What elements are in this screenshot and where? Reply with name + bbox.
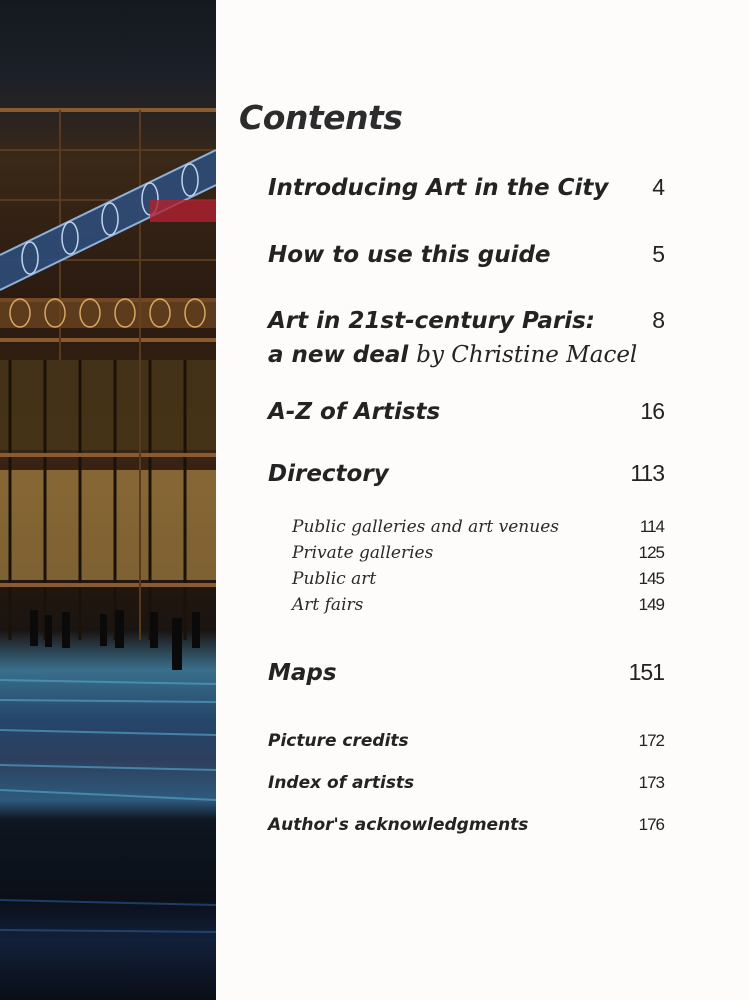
toc-subentry[interactable] [292, 595, 664, 615]
toc-entry-backmatter[interactable] [268, 815, 664, 835]
toc-label: Directory [268, 461, 389, 487]
toc-subentry[interactable] [292, 569, 664, 589]
toc-entry-paris[interactable] [268, 304, 664, 372]
toc-label: Picture credits [268, 731, 409, 751]
toc-label: Private galleries [292, 543, 434, 563]
toc-entry-intro[interactable] [268, 174, 664, 201]
toc-page-number: 16 [640, 398, 664, 424]
toc-page-number: 4 [652, 174, 664, 200]
toc-label: Public art [292, 569, 377, 589]
toc-entry-backmatter[interactable] [268, 773, 664, 793]
toc-entry-maps[interactable] [268, 659, 664, 686]
toc-page-number: 113 [630, 460, 664, 486]
toc-label [268, 304, 637, 372]
contents-page [216, 0, 749, 1000]
toc-subentry[interactable] [292, 543, 664, 563]
toc-label: Maps [268, 660, 337, 686]
toc-label: Public galleries and art venues [292, 517, 559, 537]
toc-page-number: 125 [638, 543, 664, 562]
contents-heading: Contents [239, 98, 403, 137]
toc-entry-howto[interactable] [268, 241, 664, 268]
toc-entry-directory[interactable] [268, 460, 664, 487]
toc-label-line2: a new deal [268, 342, 409, 368]
toc-page-number: 176 [638, 815, 664, 834]
toc-label: How to use this guide [268, 242, 551, 268]
toc-page-number: 114 [639, 517, 664, 536]
toc-entry-backmatter[interactable] [268, 731, 664, 751]
toc-page-number: 173 [638, 773, 664, 792]
toc-page-number: 151 [628, 659, 664, 685]
toc-page-number: 149 [638, 595, 664, 614]
toc-page-number: 172 [638, 731, 664, 750]
toc-entry-az[interactable] [268, 398, 664, 425]
toc-label: Art fairs [292, 595, 364, 615]
toc-byline: by Christine Macel [416, 342, 638, 368]
toc-subentry[interactable] [292, 517, 664, 537]
building-facade-illustration [0, 0, 216, 1000]
toc-label: Index of artists [268, 773, 415, 793]
cover-photo-strip [0, 0, 216, 1000]
toc-label-line1: Art in 21st-century Paris: [268, 308, 595, 334]
toc-label: Author's acknowledgments [268, 815, 529, 835]
toc-page-number: 5 [652, 241, 664, 267]
toc-label: A-Z of Artists [268, 399, 441, 425]
toc-page-number: 145 [638, 569, 664, 588]
toc-label: Introducing Art in the City [268, 175, 609, 201]
toc-page-number: 8 [652, 307, 664, 333]
